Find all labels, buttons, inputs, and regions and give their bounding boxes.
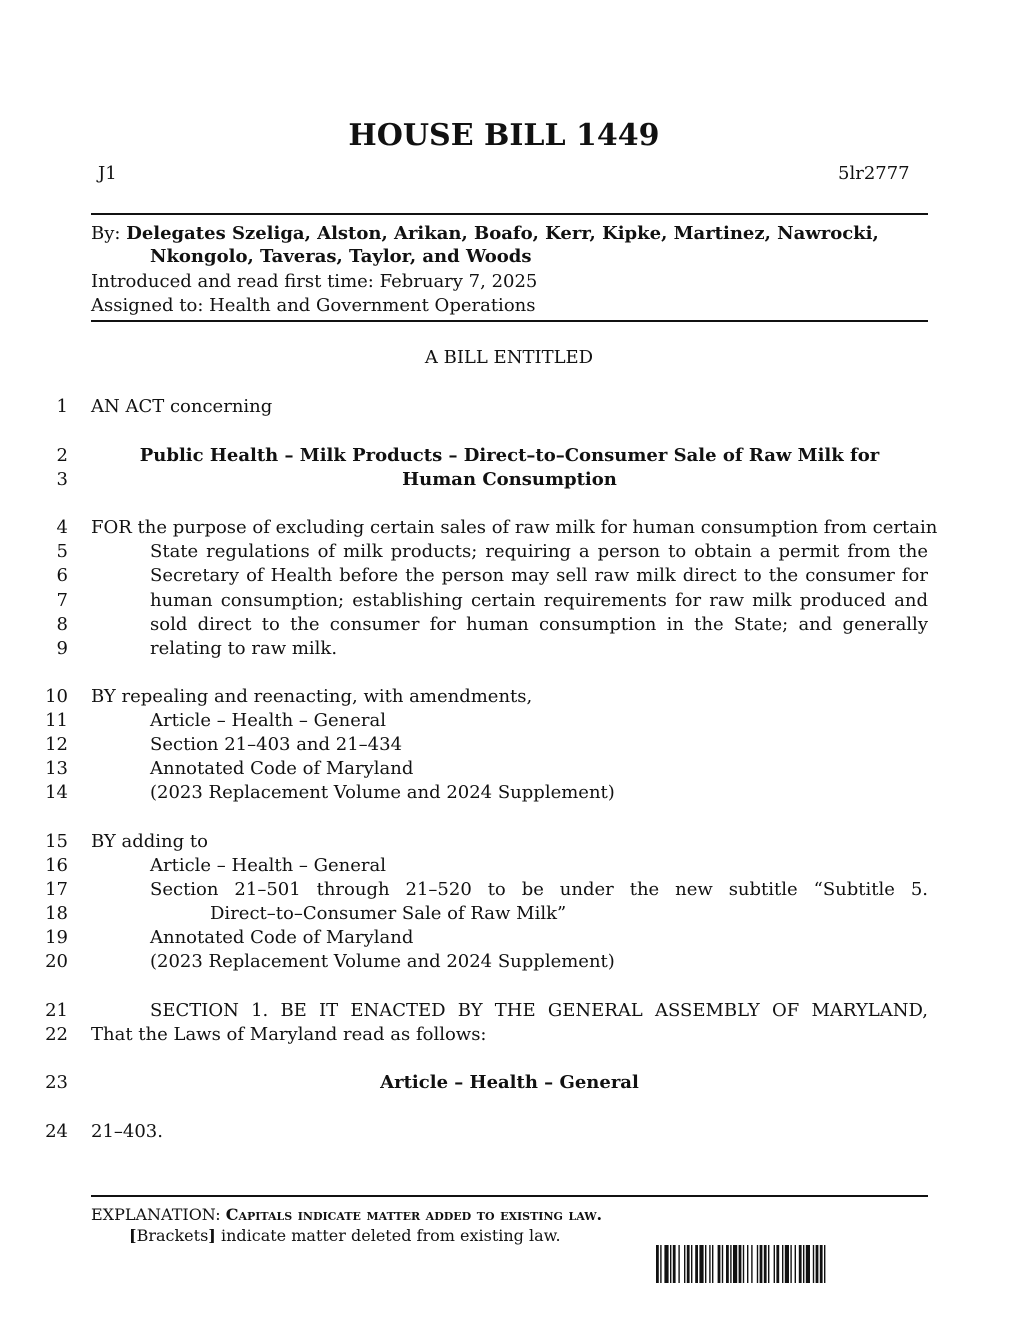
barcode-bar bbox=[816, 1245, 819, 1283]
line-number: 14 bbox=[45, 782, 68, 803]
barcode-bar bbox=[695, 1245, 698, 1283]
line-number: 21 bbox=[45, 1000, 68, 1021]
barcode-bar bbox=[764, 1245, 767, 1283]
act-concerning: AN ACT concerning bbox=[91, 396, 273, 417]
barcode-bar bbox=[684, 1245, 685, 1283]
barcode-bar bbox=[820, 1245, 823, 1283]
line-number: 23 bbox=[45, 1072, 68, 1093]
repealing-article: Article – Health – General bbox=[150, 710, 387, 731]
line-number: 16 bbox=[45, 855, 68, 876]
line-number: 24 bbox=[45, 1121, 68, 1142]
barcode-bar bbox=[691, 1245, 692, 1283]
barcode-bar bbox=[673, 1245, 676, 1283]
barcode-bar bbox=[722, 1245, 723, 1283]
line-number: 22 bbox=[45, 1024, 68, 1045]
barcode-bar bbox=[776, 1245, 779, 1283]
line-number: 9 bbox=[56, 638, 68, 659]
bill-code-right: 5lr2777 bbox=[838, 163, 910, 184]
line-number: 12 bbox=[45, 734, 68, 755]
line-number: 13 bbox=[45, 758, 68, 779]
line-number: 15 bbox=[45, 831, 68, 852]
line-number: 7 bbox=[56, 590, 68, 611]
barcode-bar bbox=[747, 1245, 748, 1283]
footer-rule bbox=[91, 1195, 928, 1197]
adding-volume: (2023 Replacement Volume and 2024 Supplement) bbox=[150, 951, 615, 972]
barcode-bar bbox=[774, 1245, 775, 1283]
adding-article: Article – Health – General bbox=[150, 855, 387, 876]
barcode-bar bbox=[687, 1245, 690, 1283]
barcode-bar bbox=[712, 1245, 713, 1283]
enacting-clause-line-1: SECTION 1. BE IT ENACTED BY THE GENERAL ASSEMBLY OF MARYLAND, bbox=[150, 1000, 928, 1021]
header-rule-bottom bbox=[91, 320, 928, 322]
barcode-bar bbox=[743, 1245, 744, 1283]
enacting-clause-line-2: That the Laws of Maryland read as follows: bbox=[91, 1024, 487, 1045]
assigned-committee: Assigned to: Health and Government Operations bbox=[91, 295, 536, 316]
purpose-line: State regulations of milk products; requiring a person to obtain a permit from the bbox=[150, 541, 928, 562]
barcode-bar bbox=[660, 1245, 661, 1283]
barcode-bar bbox=[751, 1245, 752, 1283]
line-number: 8 bbox=[56, 614, 68, 635]
barcode-bar bbox=[705, 1245, 706, 1283]
barcode-bar bbox=[799, 1245, 802, 1283]
line-number: 5 bbox=[56, 541, 68, 562]
adding-code: Annotated Code of Maryland bbox=[150, 927, 414, 948]
repealing-volume: (2023 Replacement Volume and 2024 Supplement) bbox=[150, 782, 615, 803]
act-title-line-2: Human Consumption bbox=[402, 469, 617, 490]
barcode-bar bbox=[785, 1245, 789, 1283]
introduced-date: Introduced and read first time: February 7, 2025 bbox=[91, 271, 538, 292]
bill-code-left: J1 bbox=[98, 163, 117, 184]
barcode-bar bbox=[699, 1245, 703, 1283]
barcode-bar bbox=[760, 1245, 763, 1283]
sponsors-names-2: Nkongolo, Taveras, Taylor, and Woods bbox=[150, 246, 532, 267]
barcode bbox=[656, 1245, 906, 1283]
explanation-capitals: Capitals indicate matter added to existing law. bbox=[225, 1205, 603, 1224]
article-heading: Article – Health – General bbox=[380, 1072, 639, 1093]
repealing-code: Annotated Code of Maryland bbox=[150, 758, 414, 779]
line-number: 3 bbox=[56, 469, 68, 490]
explanation-line-1 bbox=[91, 1205, 602, 1225]
header-rule-top bbox=[91, 213, 928, 215]
repealing-heading: BY repealing and reenacting, with amendments, bbox=[91, 686, 533, 707]
bill-title: HOUSE BILL 1449 bbox=[348, 118, 660, 153]
barcode-bar bbox=[726, 1245, 729, 1283]
purpose-line: relating to raw milk. bbox=[150, 638, 338, 659]
adding-section-line-1: Section 21–501 through 21–520 to be under the new subtitle “Subtitle 5. bbox=[150, 879, 928, 900]
by-label: By: bbox=[91, 223, 121, 244]
barcode-bar bbox=[718, 1245, 721, 1283]
sponsors-names-1: Delegates Szeliga, Alston, Arikan, Boafo, Kerr, Kipke, Martinez, Nawrocki, bbox=[126, 223, 879, 244]
bracket-close: ] bbox=[208, 1226, 216, 1245]
barcode-bar bbox=[803, 1245, 804, 1283]
adding-heading: BY adding to bbox=[91, 831, 208, 852]
barcode-bar bbox=[813, 1245, 814, 1283]
line-number: 18 bbox=[45, 903, 68, 924]
explanation-line-2 bbox=[129, 1226, 561, 1246]
line-number: 20 bbox=[45, 951, 68, 972]
barcode-bar bbox=[806, 1245, 810, 1283]
barcode-bar bbox=[824, 1245, 825, 1283]
sponsor-line-1 bbox=[91, 223, 879, 245]
line-number: 17 bbox=[45, 879, 68, 900]
barcode-bar bbox=[795, 1245, 796, 1283]
barcode-bar bbox=[757, 1245, 758, 1283]
purpose-line: human consumption; establishing certain requirements for raw milk produced and bbox=[150, 590, 928, 611]
line-number: 4 bbox=[56, 517, 68, 538]
bracket-open: [ bbox=[129, 1226, 137, 1245]
line-number: 1 bbox=[56, 396, 68, 417]
barcode-bar bbox=[768, 1245, 769, 1283]
barcode-bar bbox=[709, 1245, 710, 1283]
line-number: 2 bbox=[56, 445, 68, 466]
barcode-bar bbox=[670, 1245, 671, 1283]
repealing-section: Section 21–403 and 21–434 bbox=[150, 734, 403, 755]
barcode-bar bbox=[656, 1245, 659, 1283]
purpose-line: FOR the purpose of excluding certain sales of raw milk for human consumption from certain bbox=[91, 517, 938, 538]
act-title-line-1: Public Health – Milk Products – Direct–to–Consumer Sale of Raw Milk for bbox=[139, 445, 880, 466]
purpose-line: sold direct to the consumer for human consumption in the State; and generally bbox=[150, 614, 928, 635]
bill-entitled-heading: A BILL ENTITLED bbox=[424, 347, 594, 368]
purpose-line: Secretary of Health before the person may sell raw milk direct to the consumer for bbox=[150, 565, 928, 586]
line-number: 6 bbox=[56, 565, 68, 586]
barcode-bar bbox=[678, 1245, 679, 1283]
explanation-brackets-text: indicate matter deleted from existing law. bbox=[220, 1226, 561, 1245]
line-number: 19 bbox=[45, 927, 68, 948]
barcode-bar bbox=[790, 1245, 791, 1283]
barcode-bar bbox=[730, 1245, 731, 1283]
adding-section-line-2: Direct–to–Consumer Sale of Raw Milk” bbox=[210, 903, 567, 924]
explanation-label: EXPLANATION: bbox=[91, 1205, 221, 1224]
barcode-bar bbox=[739, 1245, 742, 1283]
brackets-word: Brackets bbox=[136, 1226, 209, 1245]
barcode-bar bbox=[733, 1245, 737, 1283]
section-number: 21–403. bbox=[91, 1121, 163, 1142]
barcode-bar bbox=[664, 1245, 668, 1283]
barcode-bar bbox=[782, 1245, 783, 1283]
line-number: 10 bbox=[45, 686, 68, 707]
line-number: 11 bbox=[45, 710, 68, 731]
